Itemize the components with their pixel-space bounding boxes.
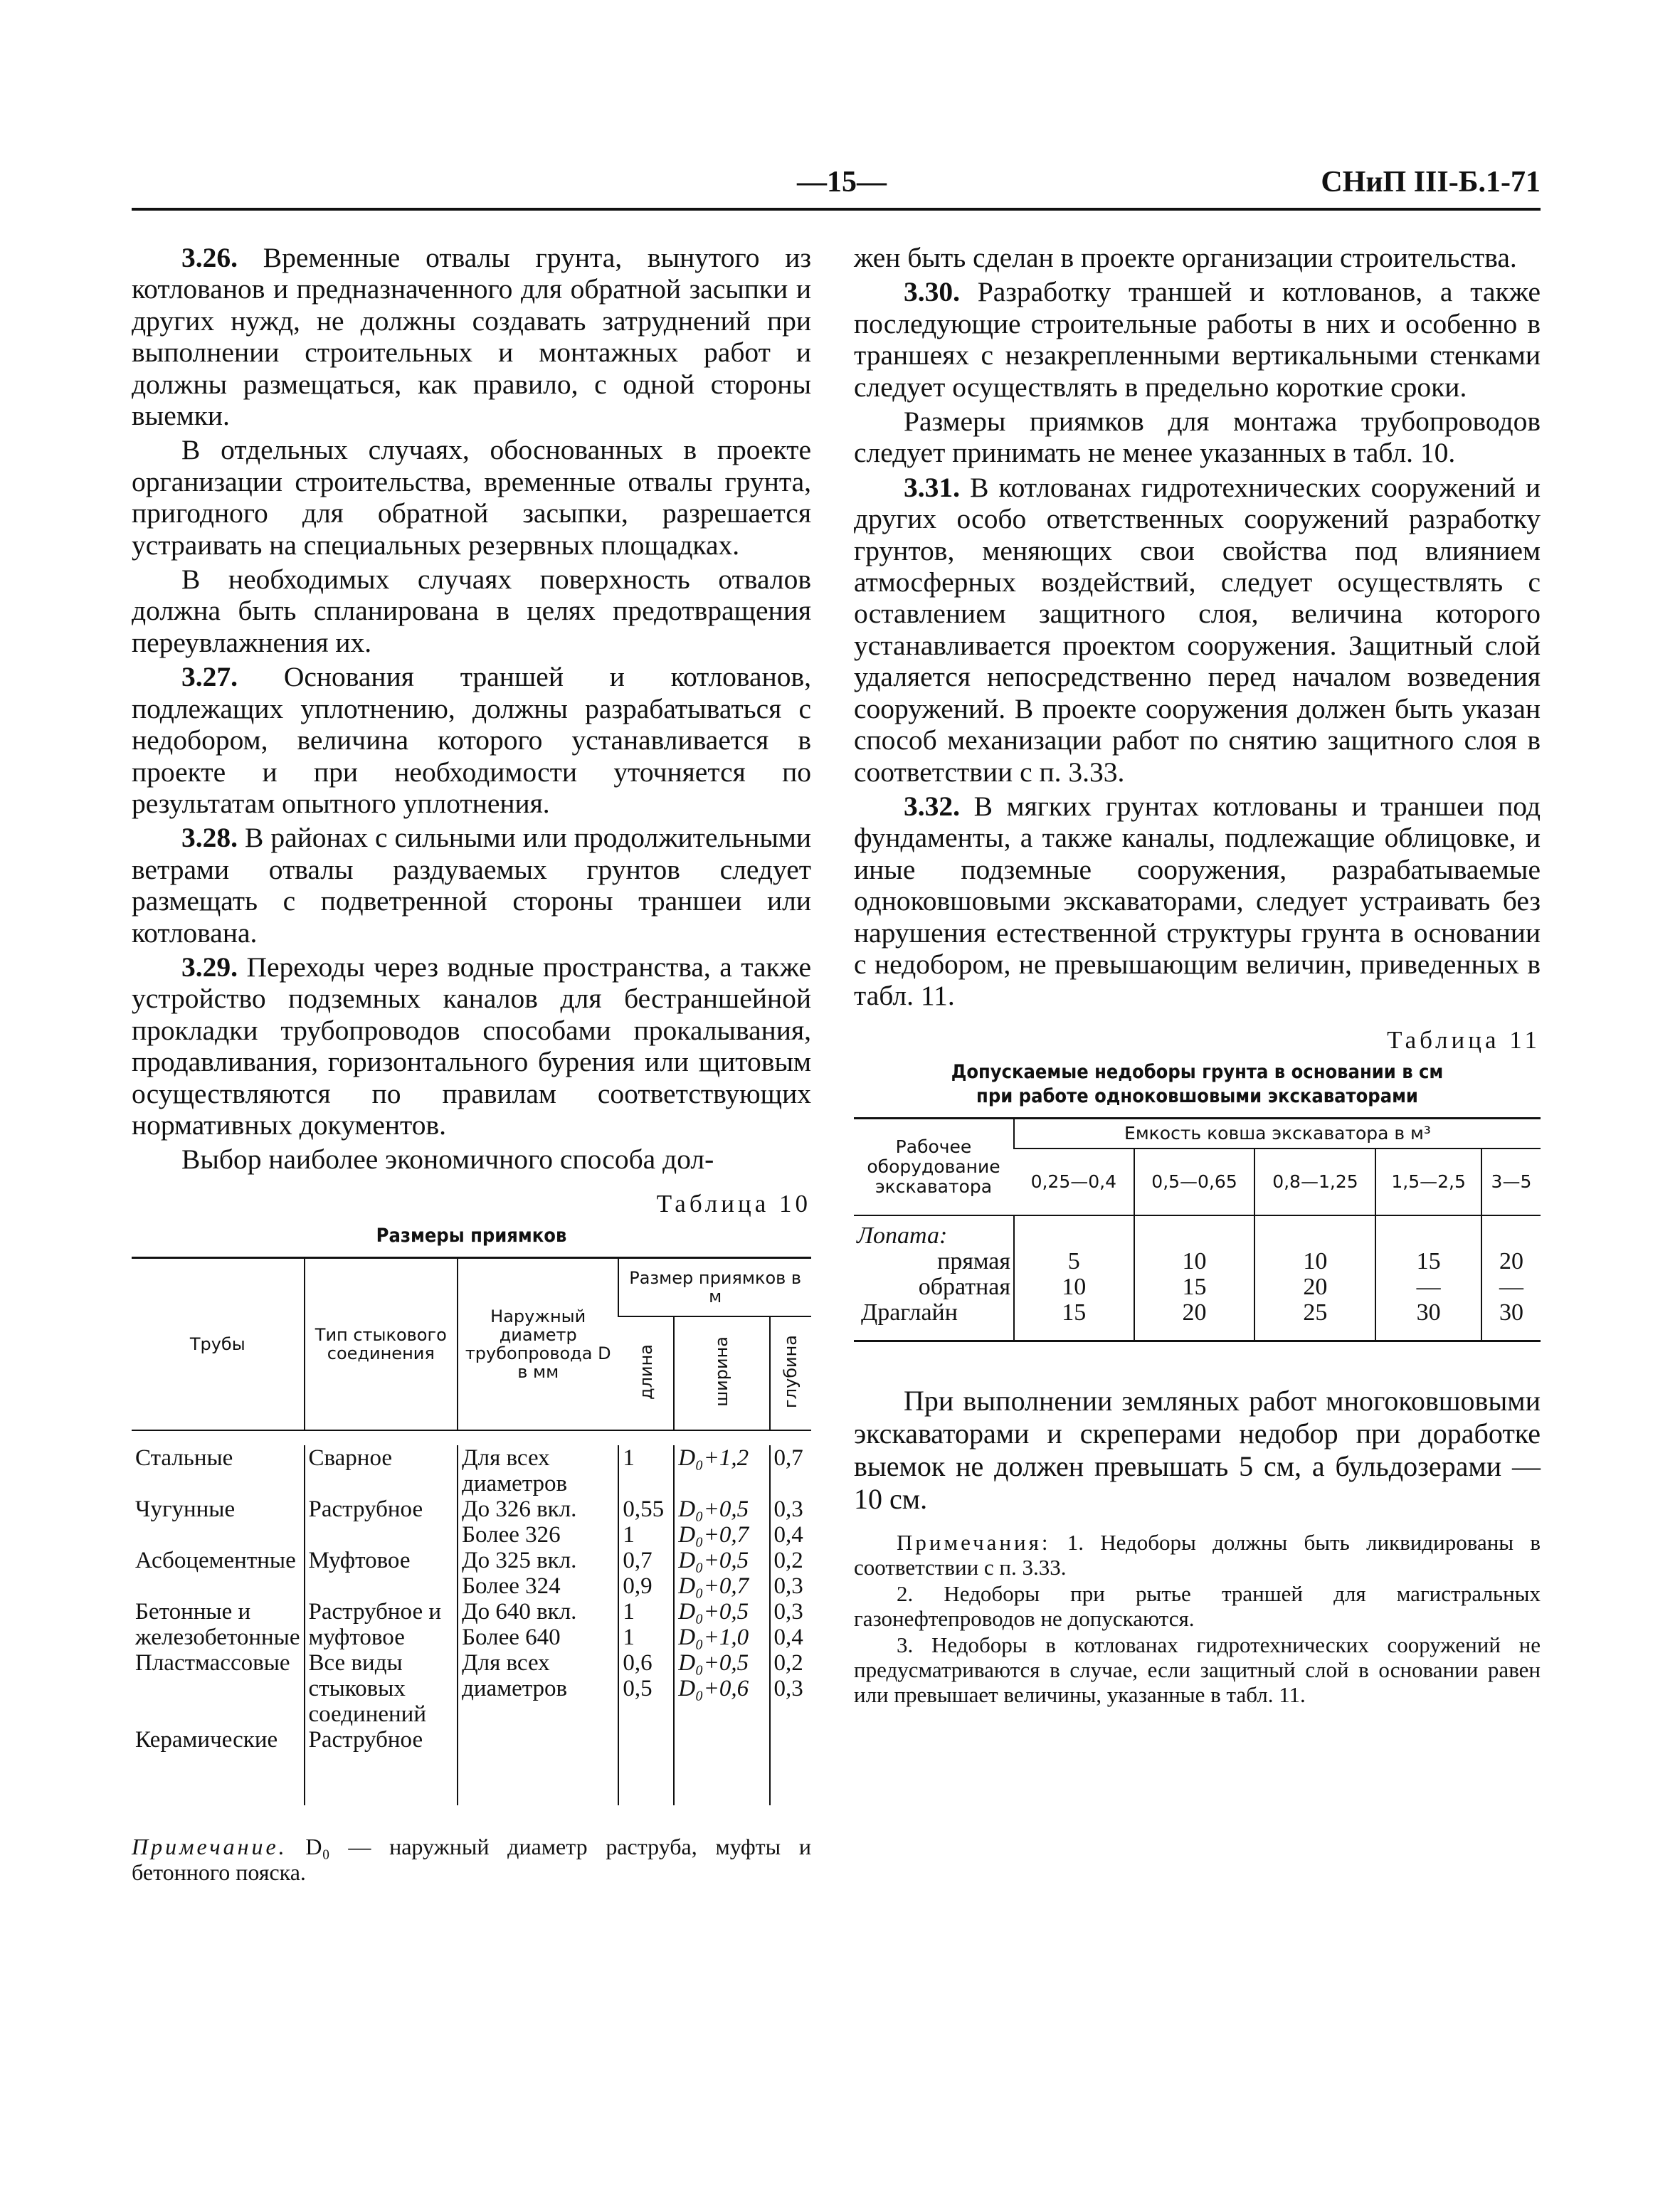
paragraph: В отдельных случаях, обоснованных в проекте организации строительства, временные отвалы грунта, пригодного для обратной засыпки, разрешается устраивать на специальных резервных площадках. xyxy=(132,434,811,561)
col-header-cap: 0,25—0,4 xyxy=(1014,1149,1134,1215)
paragraph-3-30: 3.30. Разработку траншей и котлованов, а также последующие строительные работы в них и особенно в траншеях с незакрепленными вертикальными стенками следует осуществлять в предельно короткие сроки. xyxy=(854,276,1541,403)
group-label: Лопата: xyxy=(857,1223,948,1250)
col-header-cap: 1,5—2,5 xyxy=(1375,1149,1481,1215)
table10-caption: Таблица 10 xyxy=(656,1189,811,1218)
table11-caption: Таблица 11 xyxy=(1387,1025,1541,1054)
paragraph: Выбор наиболее экономичного способа дол- xyxy=(181,1144,714,1176)
table-row: Керамические Раструбное xyxy=(132,1727,811,1805)
paragraph: В необходимых случаях поверхность отвалов должна быть спланирована в целях предотвращения переувлажнения их. xyxy=(132,564,811,658)
col-header-joint: Тип стыкового соединения xyxy=(305,1258,458,1431)
table10-title: Размеры приямков xyxy=(376,1225,567,1247)
paragraph-3-29: 3.29. Переходы через водные пространства, а также устройство подземных каналов для бестраншейной прокладки трубопроводов способами прокалывания, продавливания, горизонтального бурения или щитовым осуществляются по правилам соответствующих нормативных документов. xyxy=(132,951,811,1141)
table-row: Пластмассовые Все виды стыковых соединений Для всех диаметров 0,6 0,5 D₀+0,5 D₀+0,6 0,2 0,3 xyxy=(132,1650,811,1727)
col-header-size: Размер приямков в м xyxy=(618,1258,811,1317)
paragraph: жен быть сделан в проекте организации строительства. xyxy=(854,242,1517,273)
table-row: Бетонные и железобетонные Раструбное и муфтовое До 640 вкл. Более 640 1 1 D₀+0,5 D₀+1,0 0,3 0,4 xyxy=(132,1599,811,1650)
paragraph-3-28: 3.28. В районах с сильными или продолжительными ветрами отвалы раздуваемых грунтов следует размещать с подветренной стороны траншеи или котлована. xyxy=(132,822,812,949)
table-row: Асбоцементные Муфтовое До 325 вкл. Более 324 0,7 0,9 D₀+0,5 D₀+0,7 0,2 0,3 xyxy=(132,1548,811,1599)
col-header-cap: 0,5—0,65 xyxy=(1134,1149,1255,1215)
col-header-capacity: Емкость ковша экскаватора в м³ xyxy=(1014,1119,1541,1149)
col-header-equipment: Рабочее оборудование экскаватора xyxy=(854,1119,1014,1216)
col-header-diameter: Наружный диаметр трубопровода D в мм xyxy=(458,1258,618,1431)
left-column xyxy=(132,242,811,1885)
right-column xyxy=(854,242,1541,1709)
col-header-width: ширина xyxy=(674,1316,769,1430)
col-header-depth: глубина xyxy=(770,1316,812,1430)
paragraph: Размеры приямков для монтажа трубопроводов следует принимать не менее указанных в табл. 10. xyxy=(854,406,1541,469)
table-row: обратная 10 15 20 — — xyxy=(854,1274,1541,1300)
table10 xyxy=(132,1257,811,1805)
header-rule xyxy=(132,208,1541,211)
paragraph-3-31: 3.31. В котлованах гидротехнических сооружений и других особо ответственных сооружений разработку грунтов, меняющих свои свойства под влиянием атмосферных воздействий, следует осуществлять с оставлением защитного слоя, величина которого устанавливается проектом сооружения. Защитный слой удаляется непосредственно перед началом возведения сооружений. В проекте сооружения должен быть указан способ механизации работ по снятию защитного слоя в соответствии с п. 3.33. xyxy=(854,471,1541,788)
table-row: прямая 5 10 10 15 20 xyxy=(854,1249,1541,1274)
paragraph: При выполнении земляных работ многоковшовыми экскаваторами и скреперами недобор при доработке выемок не должен превышать 5 см, а бульдозерами — 10 см. xyxy=(854,1385,1541,1516)
col-header-cap: 0,8—1,25 xyxy=(1254,1149,1375,1215)
table-row: Стальные Сварное Для всех диаметров 1 D₀+1,2 0,7 xyxy=(132,1445,811,1496)
col-header-cap: 3—5 xyxy=(1481,1149,1541,1215)
table-row: Чугунные Раструбное До 326 вкл. Более 326 0,55 1 D₀+0,5 D₀+0,7 0,3 0,4 xyxy=(132,1496,811,1548)
table-row: Драглайн 15 20 25 30 30 xyxy=(854,1300,1541,1341)
paragraph-3-32: 3.32. В мягких грунтах котлованы и траншеи под фундаменты, а также каналы, подлежащие облицовке, и иные подземные сооружения, разрабатываемые одноковшовыми экскаваторами, следует устраивать без нарушения естественной структуры грунта в основании с недобором, не превышающим величин, приведенных в табл. 11. xyxy=(854,790,1541,1012)
col-header-pipes: Трубы xyxy=(132,1258,305,1431)
paragraph-3-27: 3.27. Основания траншей и котлованов, подлежащих уплотнению, должны разрабатываться с недобором, величина которого устанавливается в проекте и при необходимости уточняется по результатам опытного уплотнения. xyxy=(132,661,811,819)
table11 xyxy=(854,1117,1541,1342)
table11-title: Допускаемые недоборы грунта в основании в см при работе одноковшовыми экскаваторами xyxy=(951,1061,1444,1108)
col-header-length: длина xyxy=(618,1316,674,1430)
table10-note: Примечание. D₀ — наружный диаметр раструба, муфты и бетонного пояска. xyxy=(132,1834,812,1886)
document-code: СНиП III-Б.1-71 xyxy=(1321,166,1541,199)
table11-notes: Примечания: 1. Недоборы должны быть ликвидированы в соответствии с п. 3.33. 2. Недоборы при рытье траншей для магистральных газонефтепроводов не допускаются. 3. Недоборы в котлованах гидротехнических сооружений не предусматриваются в случае, если защитный слой в основании равен или превышает величины, указанные в табл. 11. xyxy=(854,1530,1541,1708)
paragraph-3-26: 3.26. Временные отвалы грунта, вынутого из котлованов и предназначенного для обратной засыпки и других нужд, не должны создавать затруднений при выполнении строительных и монтажных работ и должны размещаться, как правило, с одной стороны выемки. xyxy=(132,242,811,432)
page-number: —15— xyxy=(797,166,887,199)
